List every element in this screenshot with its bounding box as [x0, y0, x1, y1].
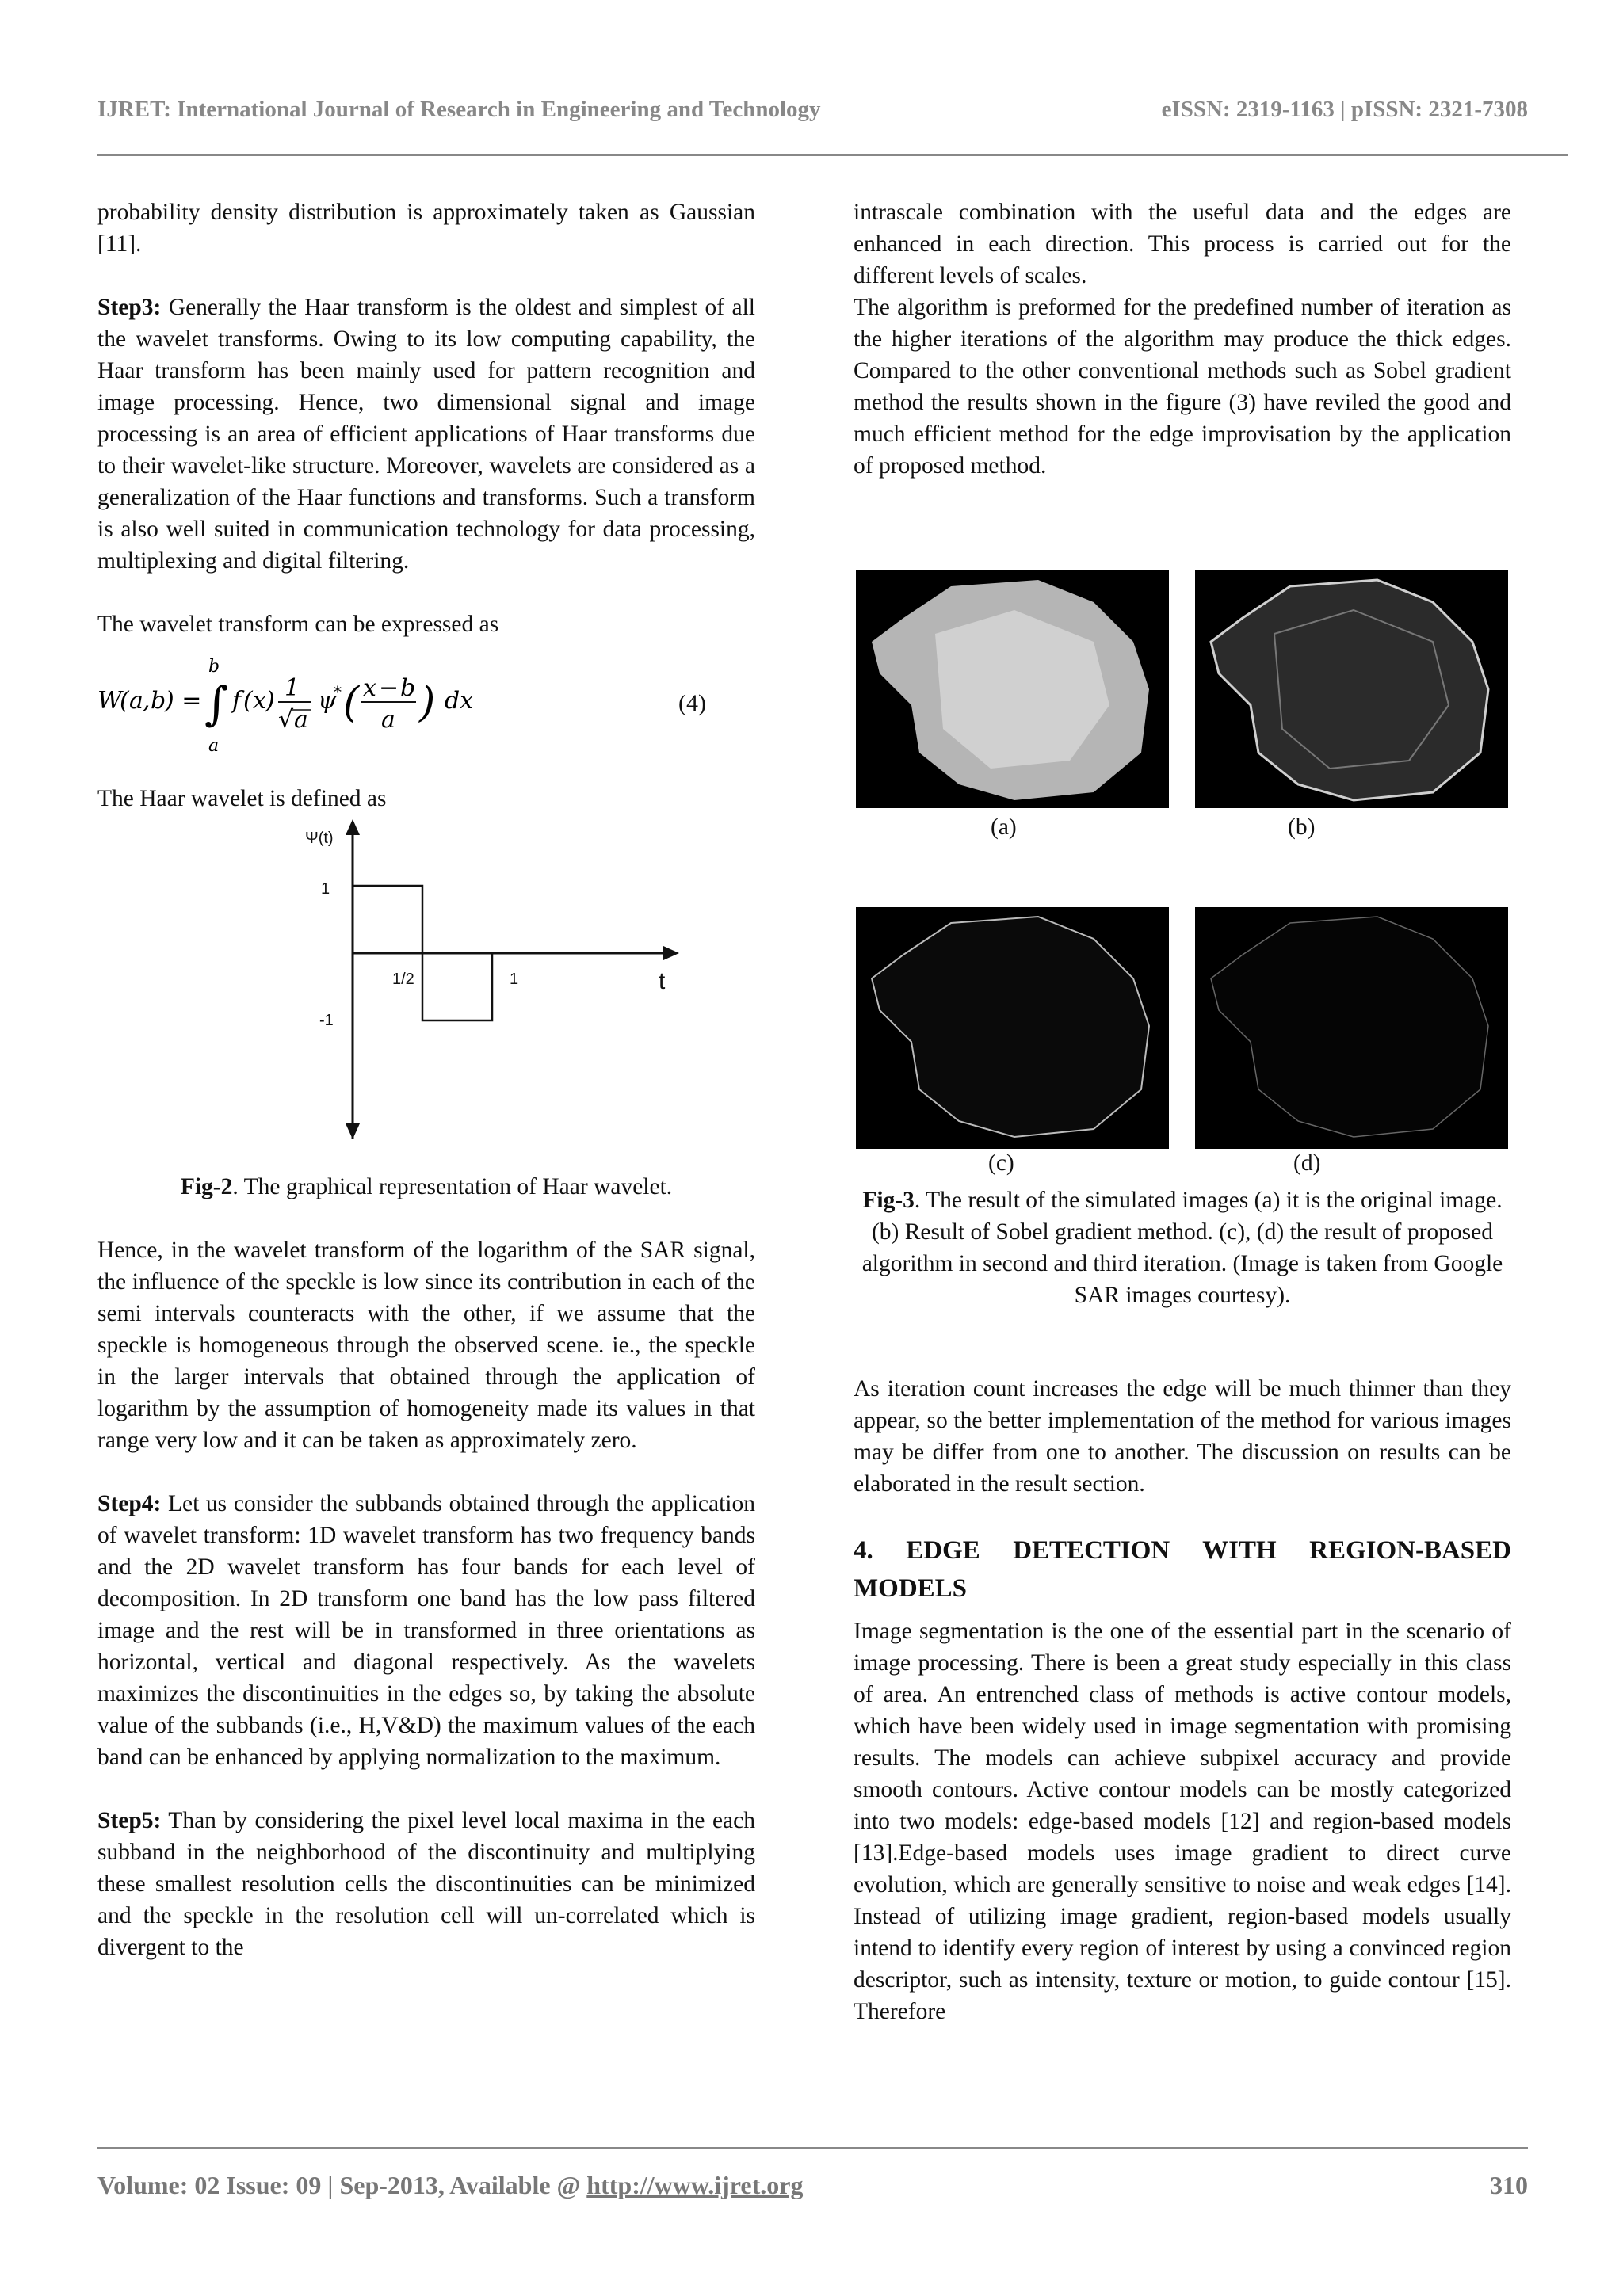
right-column: [854, 196, 1511, 482]
paragraph-segmentation: Image segmentation is the one of the essential part in the scenario of image processing. There is been a great study especially in this class of area. An entrenched class of methods is active contour models, which have been widely used in image segmentation with promising results. The models can achieve subpixel accuracy and provide smooth contours. Active contour models can be mostly categorized into two models: edge-based models [12] and region-based models [13].Edge-based models uses image gradient to direct curve evolution, which are generally sensitive to noise and weak edges [14]. Instead of utilizing image gradient, region-based models usually intend to identify every region of interest by using a convinced region descriptor, such as intensity, texture or motion, to guide contour [15]. Therefore: [854, 1619, 1511, 2024]
figure-3d-third-iteration: [1195, 907, 1508, 1149]
svg-text:ψ: ψ: [318, 687, 337, 715]
journal-url-link[interactable]: http://www.ijret.org: [586, 2171, 804, 2199]
header-rule: [97, 154, 1568, 156]
figure-3c-label: (c): [988, 1150, 1014, 1176]
svg-text:x: x: [363, 674, 376, 702]
paragraph-hence: Hence, in the wavelet transform of the logarithm of the SAR signal, the influence of the speckle is low since its contribution in each of the semi intervals counteracts with the other, if we assume that the speckle is homogeneous through the observed scene. ie., the speckle in the larger intervals that obtained through the application of logarithm by the assumption of homogeneity made its values in that range very low and it can be taken as approximately zero.: [97, 1238, 755, 1453]
svg-text:a: a: [381, 706, 395, 734]
svg-text:W: W: [97, 687, 122, 715]
y-axis-bottom-arrow: [346, 1123, 360, 1139]
svg-text:(: (: [120, 687, 129, 715]
step3-label: Step3:: [97, 295, 162, 320]
svg-text:−: −: [379, 674, 399, 702]
paragraph-step3: [97, 292, 755, 577]
step3-text: Generally the Haar transform is the oldest and simplest of all the wavelet transforms. Owing to its low computing capability, the Haar transform has been mainly used for pattern recognition and image processing. Hence, two dimensional signal and image processing is an area of efficient applications of Haar transforms due to their wavelet-like structure. Moreover, wavelets are considered as a generalization of the Haar functions and transforms. Such a transform is also well suited in communication technology for data processing, multiplexing and digital filtering.: [97, 295, 755, 574]
page-number: 310: [1490, 2171, 1528, 2199]
figure-3a-original-image: [856, 570, 1169, 808]
svg-text:√: √: [278, 706, 294, 734]
figure-3c-second-iteration: [856, 907, 1169, 1149]
haar-wavelet-graph: [97, 814, 755, 1155]
paragraph-step5: [97, 1805, 755, 1963]
tick-y-positive: 1: [321, 880, 330, 898]
left-column: [97, 196, 755, 1963]
y-axis-label: Ψ(t): [305, 830, 334, 847]
y-axis-arrow: [346, 819, 360, 835]
step4-label: Step4:: [97, 1491, 162, 1516]
svg-text:,: ,: [143, 687, 151, 715]
paragraph-gaussian: probability density distribution is approximately taken as Gaussian [11].: [97, 200, 755, 257]
tick-x-half: 1/2: [392, 971, 414, 988]
svg-text:f: f: [232, 687, 242, 715]
tick-y-negative: -1: [319, 1012, 334, 1029]
svg-text:1: 1: [285, 674, 300, 702]
fig3-label: Fig-3: [862, 1188, 915, 1213]
right-column-lower: [854, 1373, 1511, 2027]
svg-text:a: a: [129, 687, 143, 715]
section-heading: 4. EDGE DETECTION WITH REGION-BASED MODELS: [854, 1536, 1511, 1603]
tick-x-one: 1: [510, 971, 519, 988]
issn-info: eISSN: 2319-1163 | pISSN: 2321-7308: [1161, 97, 1528, 122]
svg-text:a: a: [208, 736, 220, 756]
svg-text:a: a: [294, 706, 308, 734]
svg-text:(: (: [243, 687, 253, 715]
equation-4: [97, 640, 755, 759]
haar-negative-step: [422, 953, 492, 1020]
haar-positive-step: [353, 886, 422, 953]
svg-text:b: b: [151, 687, 166, 715]
figure-3d-label: (d): [1293, 1150, 1321, 1176]
journal-title: IJRET: International Journal of Research in Engineering and Technology: [97, 97, 821, 122]
paragraph-iteration: As iteration count increases the edge will be much thinner than they appear, so the better implementation of the method for various images may be differ from one to another. The discussion on results can be elaborated in the result section.: [854, 1376, 1511, 1497]
volume-info: Volume: 02 Issue: 09 | Sep-2013, Available @: [97, 2171, 587, 2199]
fig2-label: Fig-2: [180, 1174, 233, 1199]
x-axis-arrow: [663, 946, 679, 960]
paragraph-algorithm: The algorithm is preformed for the predefined number of iteration as the higher iterations of the algorithm may produce the thick edges. Compared to the other conventional methods such as Sobel gradient method the results shown in the figure (3) have reviled the good and much efficient method for the edge improvisation by the application of proposed method.: [854, 295, 1511, 479]
figure-3b-sobel-result: [1195, 570, 1508, 808]
svg-text:dx: dx: [445, 687, 474, 715]
page-header: [97, 97, 1528, 123]
paragraph-haar-intro: The Haar wavelet is defined as: [97, 786, 387, 811]
svg-text:b: b: [400, 674, 416, 702]
step4-text: Let us consider the subbands obtained through the application of wavelet transform: 1D wavelet transform has two frequency bands and the 2D wavelet transform has four bands for each level of decomposition. In 2D transform one band has the low pass filtered image and the rest will be in transformed in three orientations as horizontal, vertical and diagonal respectively. As the wavelets maximizes the discontinuities in the edges so, by taking the absolute value of the subbands (i.e., H,V&D) the maximum values of the each band can be enhanced by applying normalization to the maximum.: [97, 1491, 755, 1770]
svg-text:b: b: [208, 657, 220, 677]
svg-text:*: *: [334, 682, 342, 701]
figure-3a-label: (a): [991, 814, 1017, 840]
step5-text: Than by considering the pixel level local maxima in the each subband in the neighborhood of the discontinuity and multiplying these smallest resolution cells the discontinuities can be minimized and the speckle in the resolution cell will un-correlated which is divergent to the: [97, 1808, 755, 1960]
wavelet-transform-formula: [97, 640, 755, 759]
svg-text:∫: ∫: [204, 677, 229, 730]
fig3-caption: [854, 1184, 1511, 1311]
x-axis-label: t: [659, 968, 666, 994]
svg-text:): ): [265, 687, 275, 715]
svg-text:): ): [419, 679, 436, 727]
paragraph-intrascale: intrascale combination with the useful data and the edges are enhanced in each direction. This process is carried out for the different levels of scales.: [854, 200, 1511, 288]
fig3-text: . The result of the simulated images (a) it is the original image. (b) Result of Sobel gradient method. (c), (d) the result of proposed algorithm in second and third iteration. (Image is taken from Google SAR images courtesy).: [861, 1188, 1503, 1308]
svg-text:(: (: [343, 679, 360, 727]
svg-text:) =: ) =: [165, 687, 202, 715]
equation-number: (4): [678, 690, 706, 716]
footer-rule: [97, 2147, 1528, 2149]
paragraph-step4: [97, 1488, 755, 1773]
paragraph-wavelet-intro: The wavelet transform can be expressed as: [97, 612, 499, 637]
step5-label: Step5:: [97, 1808, 162, 1833]
page-footer: [97, 2171, 1528, 2200]
svg-text:x: x: [253, 687, 266, 715]
fig2-caption: [97, 1171, 755, 1203]
figure-3b-label: (b): [1288, 814, 1316, 840]
fig2-text: . The graphical representation of Haar wavelet.: [232, 1174, 673, 1199]
